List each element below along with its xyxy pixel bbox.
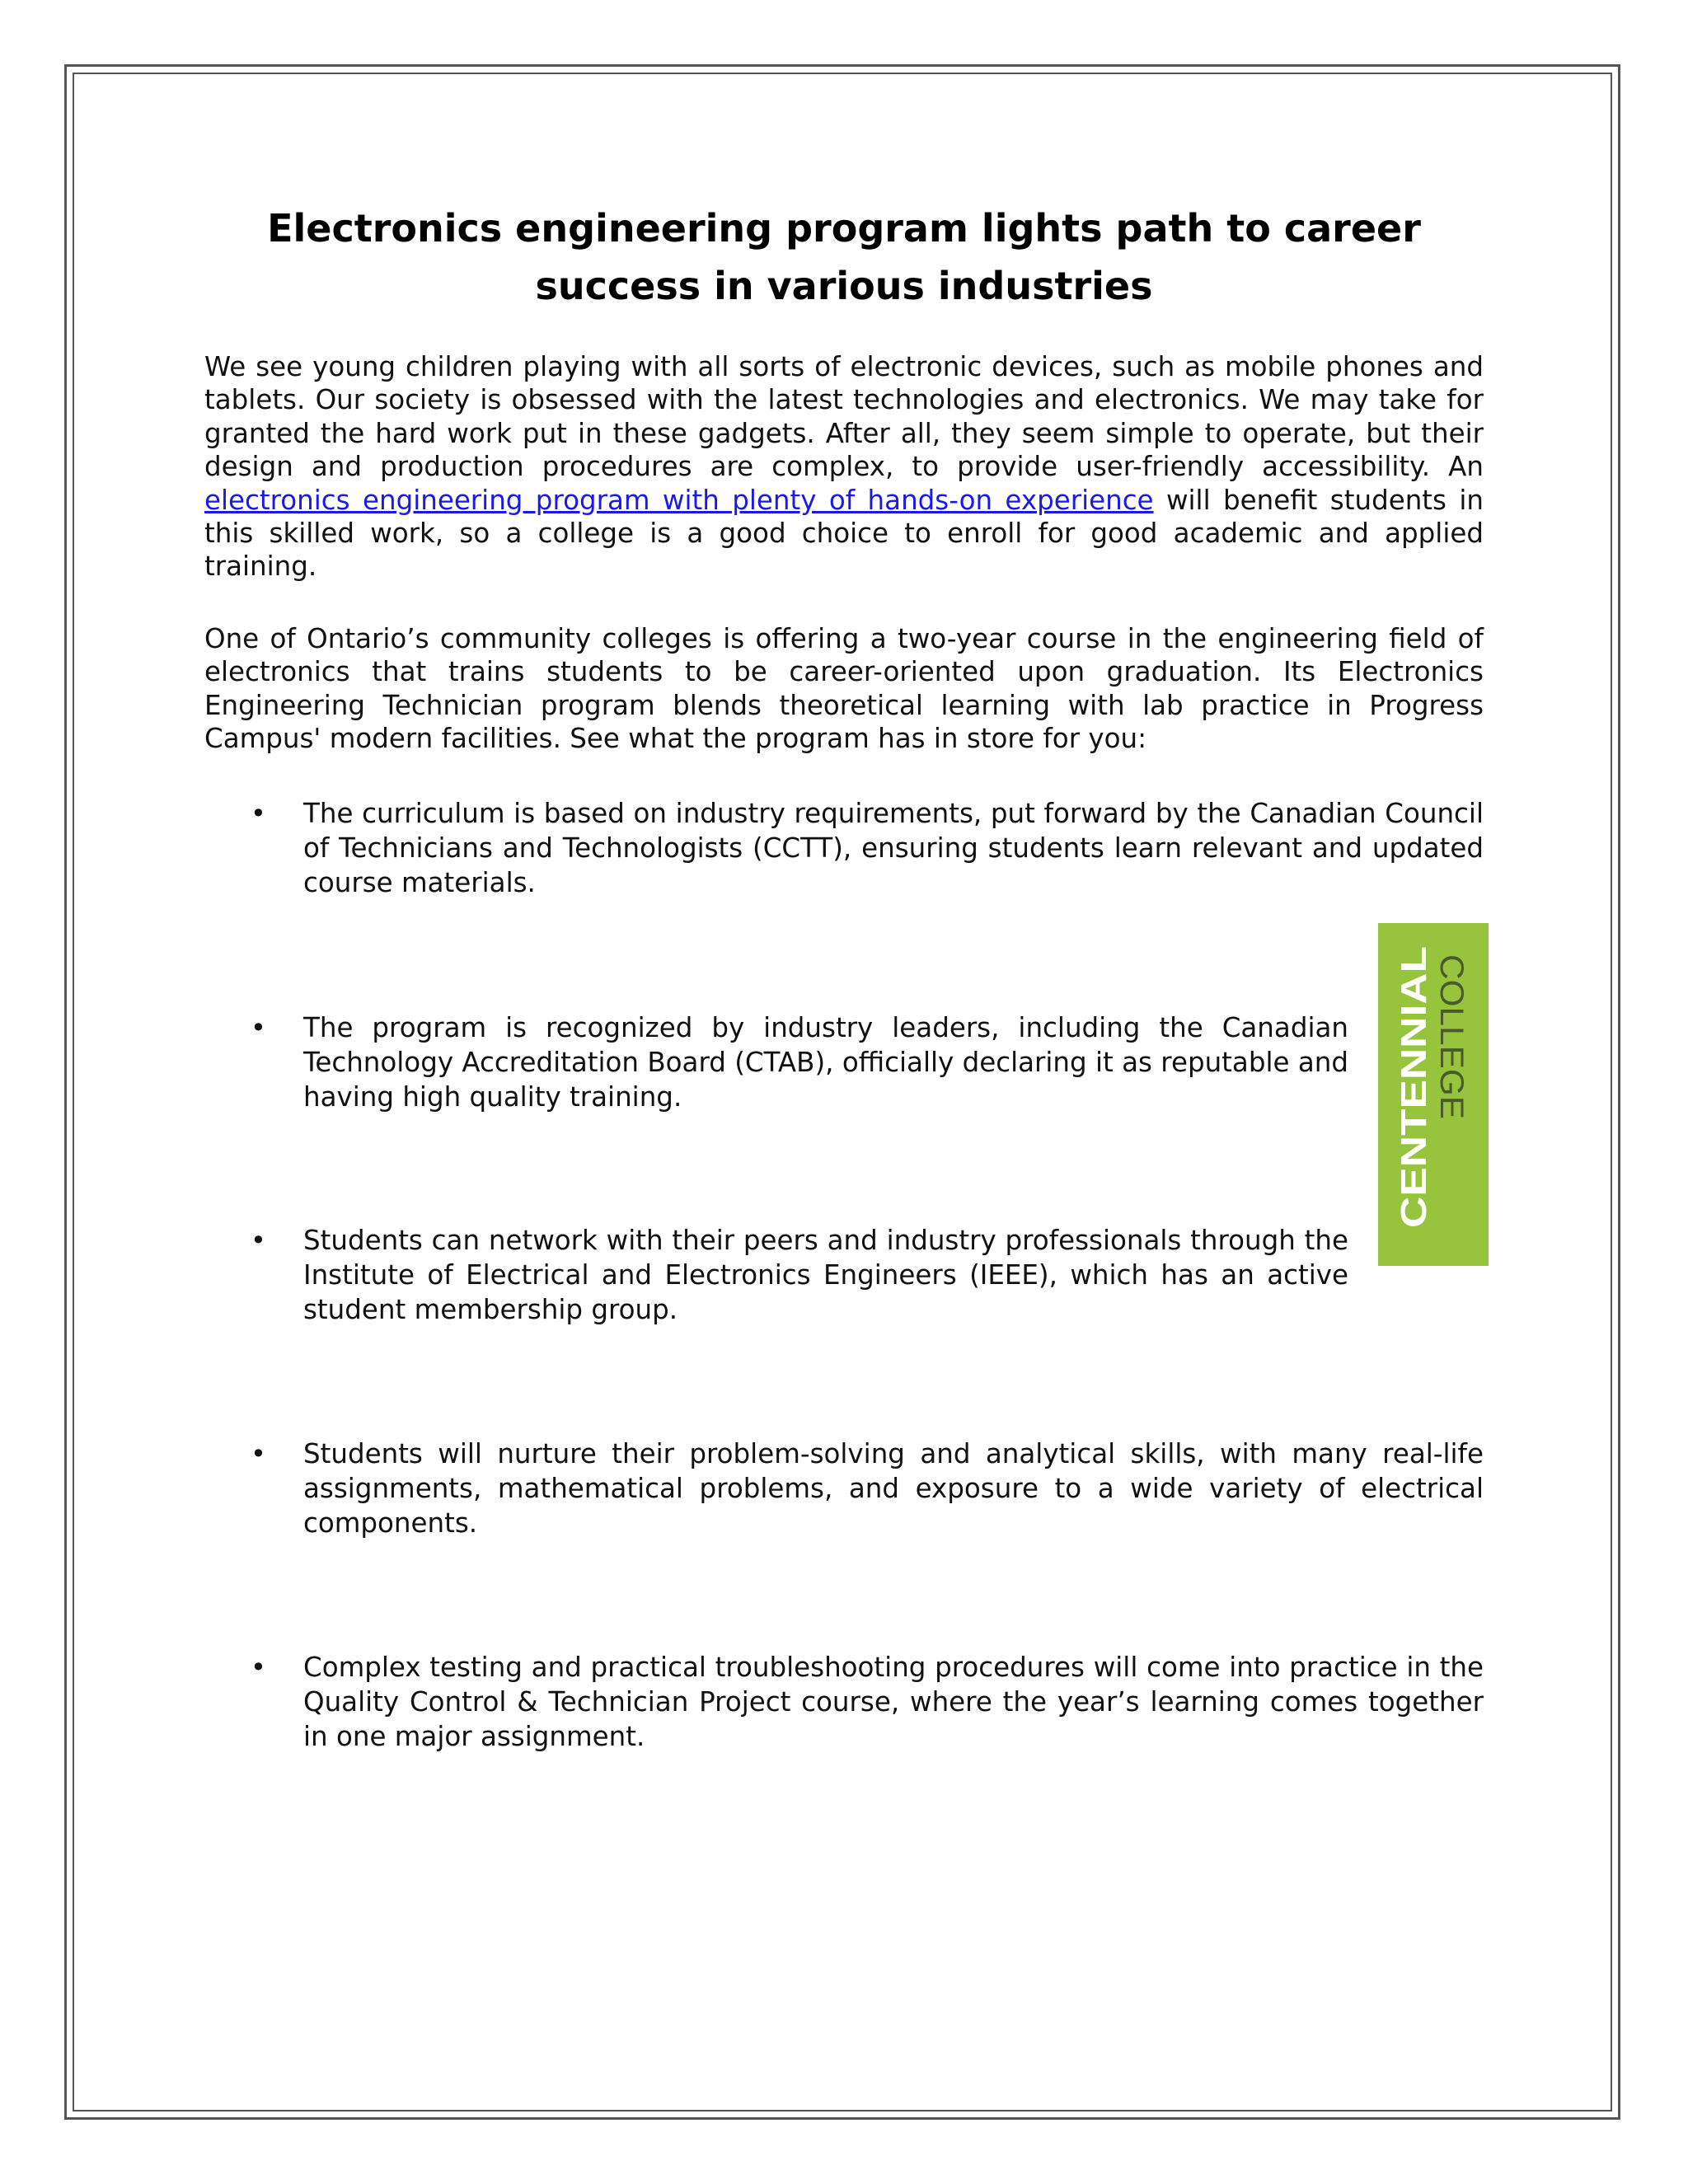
centennial-college-logo (1378, 923, 1489, 1266)
bullet-icon: • (251, 1652, 266, 1683)
list-item-text: Students can network with their peers and industry professionals through the Institute of Electrical and Electronics Engineers (IEEE), which has an active student membership group. (303, 1225, 1348, 1325)
intro-text-end: will benefit students in this skilled work, so a college is a good choice to enroll for good academic and applied training. (204, 484, 1484, 583)
bullet-icon: • (251, 798, 266, 829)
article-title: Electronics engineering program lights path to career success in various industries (267, 206, 1421, 308)
bullet-icon: • (251, 1225, 266, 1256)
bullet-icon: • (251, 1438, 266, 1469)
list-item-text: Complex testing and practical troubleshooting procedures will come into practice in the Quality Control & Technician Project course, where the year’s learning comes together in one major assignment. (303, 1652, 1484, 1752)
list-item-text: The curriculum is based on industry requirements, put forward by the Canadian Council of Technicians and Technologists (CCTT), ensuring students learn relevant and updated course materials. (303, 798, 1484, 898)
list-item-text: The program is recognized by industry leaders, including the Canadian Technology Accreditation Board (CTAB), officially declaring it as reputable and having high quality training. (303, 1012, 1348, 1113)
program-paragraph: One of Ontario’s community colleges is offering a two-year course in the engineering field of electronics that trains students to be career-oriented upon graduation. Its Electronics Engineering Technician program blends theoretical learning with lab practice in Progress Campus' modern facilities. See what the program has in store for you: (204, 623, 1484, 755)
bullet-icon: • (251, 1012, 266, 1043)
list-item-text: Students will nurture their problem-solving and analytical skills, with many real-life assignments, mathematical problems, and exposure to a wide variety of electrical components. (303, 1438, 1484, 1539)
logo-word-sub: COLLEGE (1433, 954, 1470, 1110)
logo-graphic (1378, 923, 1489, 1266)
intro-text-start: We see young children playing with all sorts of electronic devices, such as mobile phones and tablets. Our society is obsessed with the latest technologies and electronics. We may take for granted the hard work put in these gadgets. After all, they seem simple to operate, but their design and production procedures are complex, to provide user-friendly accessibility. An (204, 351, 1484, 483)
program-link[interactable]: electronics engineering program with plenty of hands-on experience (204, 484, 1154, 516)
logo-word-main: CENTENNIAL (1394, 994, 1434, 1228)
intro-paragraph (204, 350, 1484, 583)
